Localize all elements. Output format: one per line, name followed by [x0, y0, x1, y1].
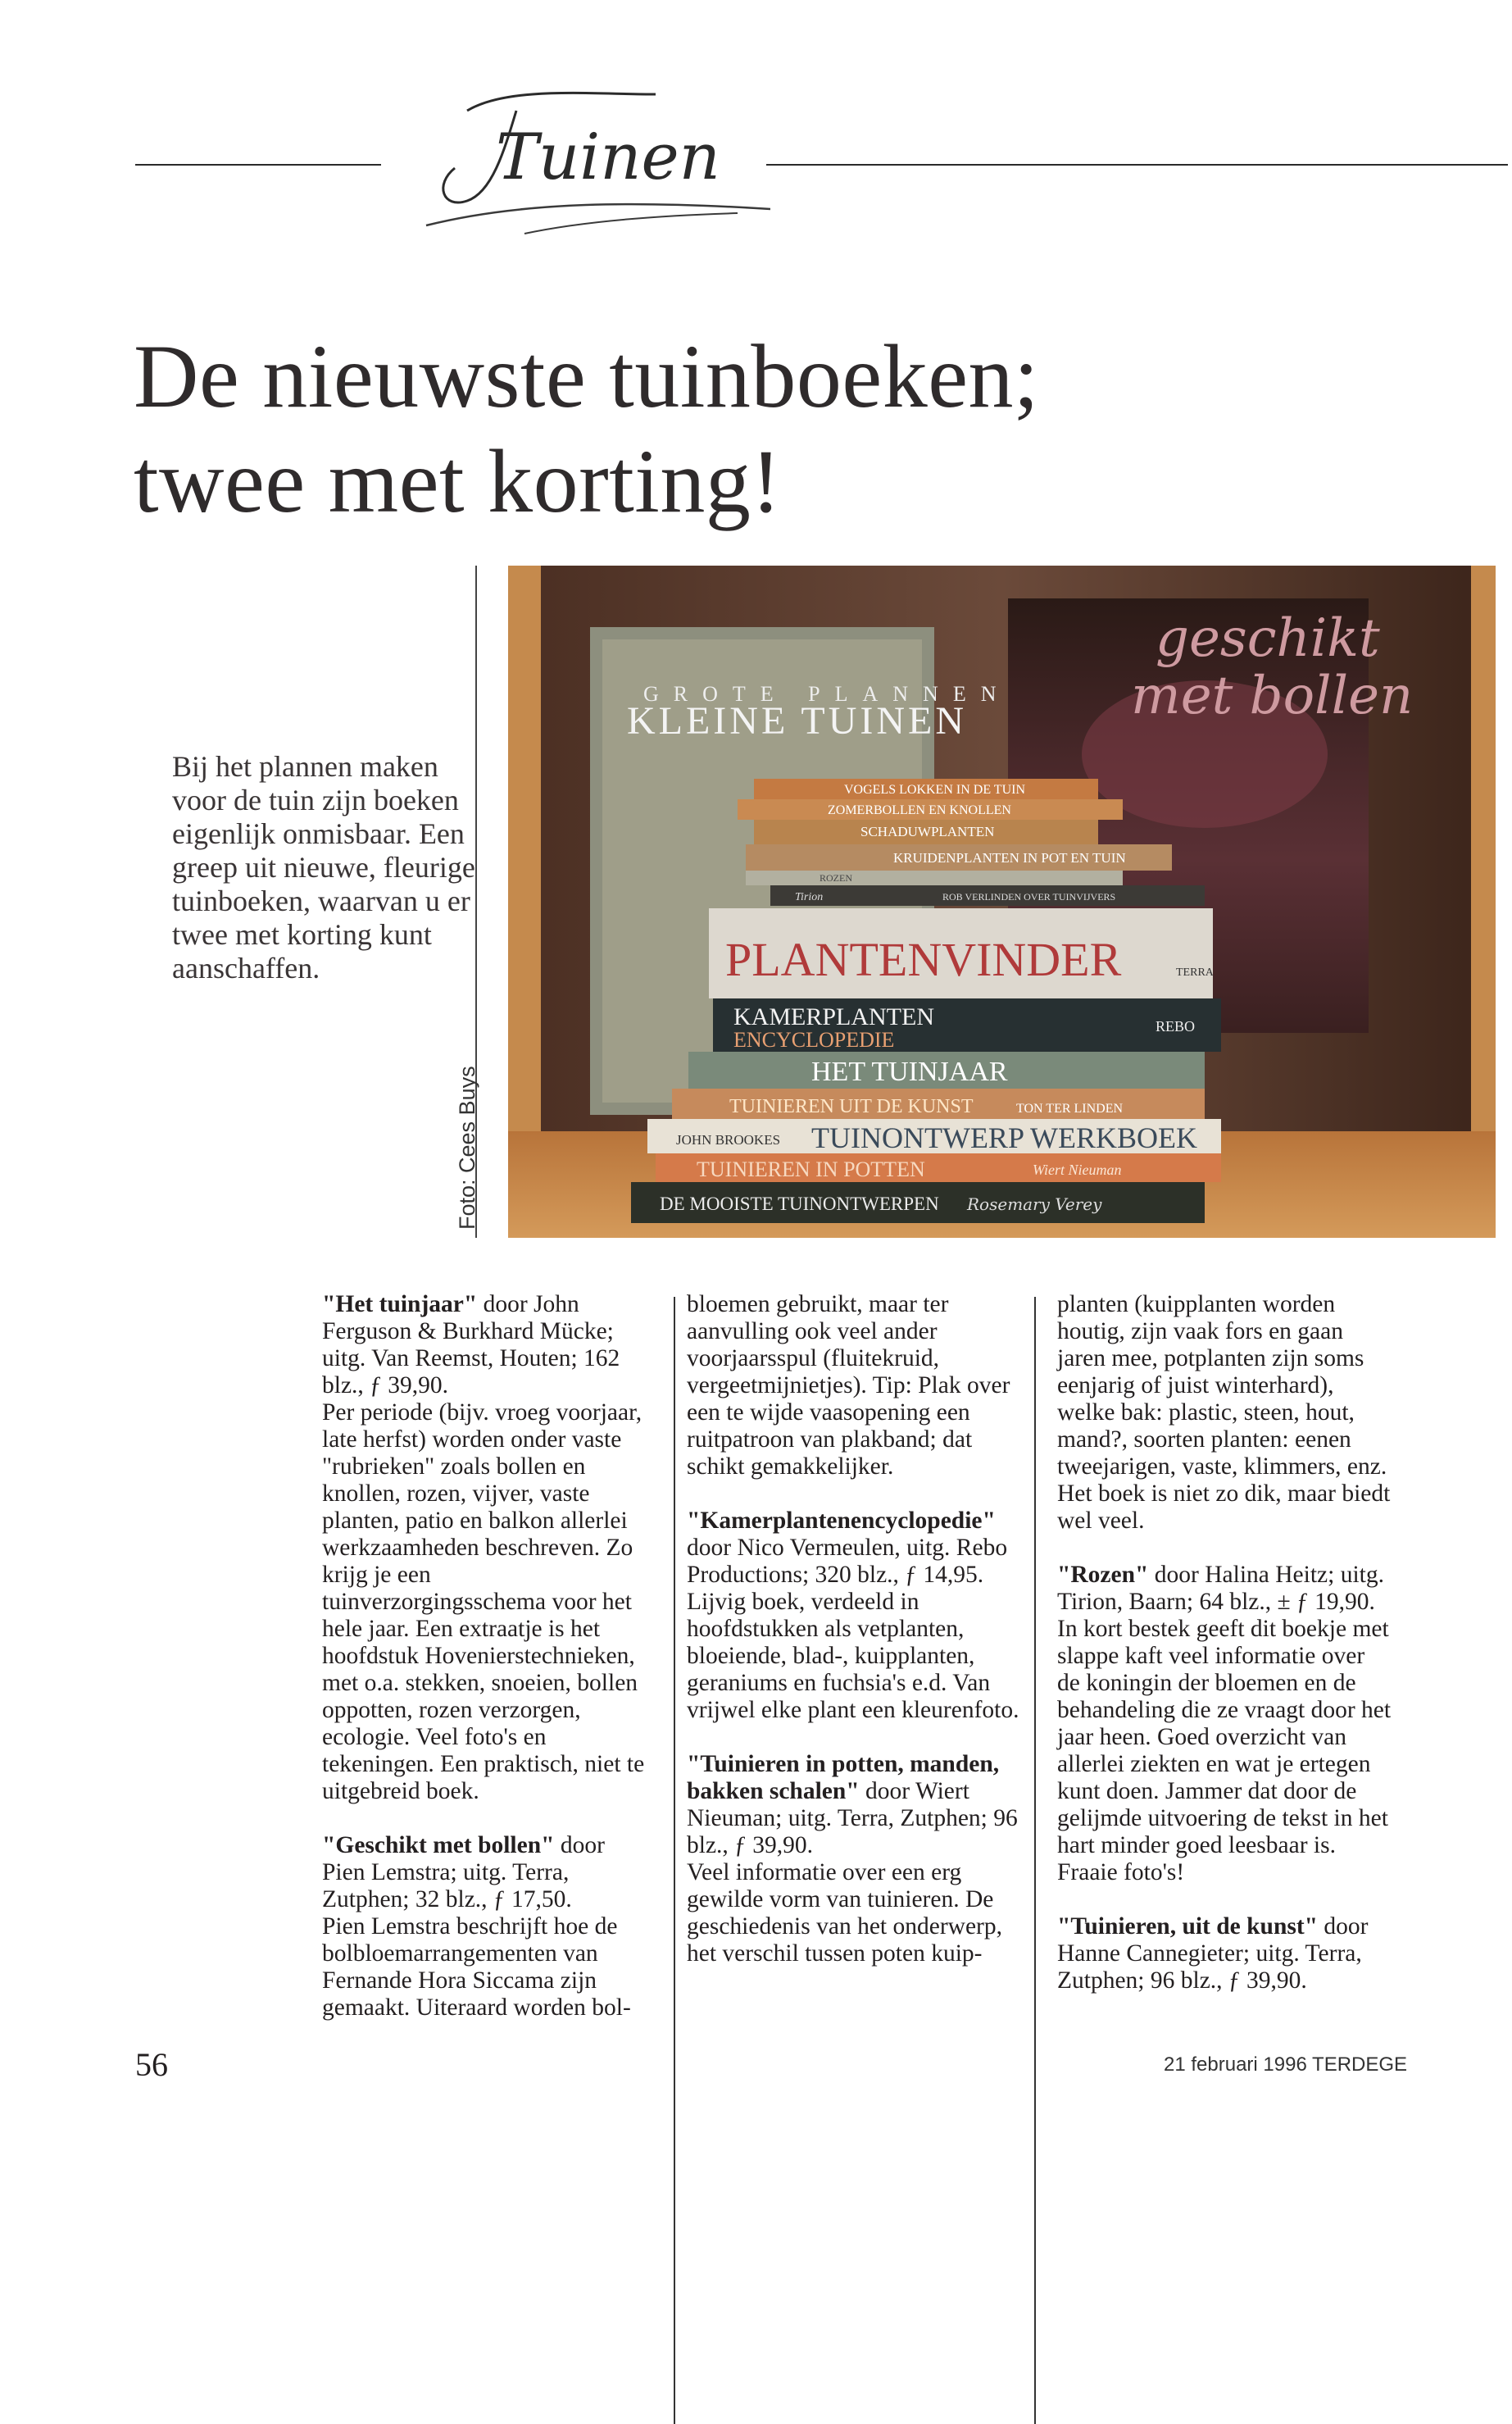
book-brookes: JOHN BROOKES [676, 1132, 781, 1148]
book-potten: TUINIEREN IN POTTEN [697, 1157, 925, 1181]
article-paragraph [687, 1508, 1023, 1589]
book-plantenvinder: PLANTENVINDER [725, 933, 1122, 986]
book-rob: ROB VERLINDEN OVER TUINVIJVERS [942, 891, 1116, 903]
book-grote-planner-1: GROTE PLANNEN [643, 682, 1011, 706]
paragraph-text: Lijvig boek, verdeeld in hoofdstukken als vetplanten, bloeiende, blad-, kuipplanten, geraniums en fuchsia's e.d. Van vrijwel elke plant een kleurenfoto. [687, 1589, 1019, 1723]
book-bollen-2: met bollen [1131, 666, 1414, 726]
footer-date-publication: 21 februari 1996 TERDEGE [1164, 2053, 1408, 2076]
header-rule-left [135, 164, 381, 166]
book-title: "Kamerplantenencyclopedie" [687, 1508, 996, 1534]
paragraph-text: bloemen gebruikt, maar ter aanvulling ook veel ander voorjaarsspul (fluitekruid, vergeetmijnietjes). Tip: Plak over een te wijde vaasopening een ruitpatroon van plakband; dat schikt gemakkelijker. [687, 1291, 1010, 1480]
book-tirion: Tirion [795, 891, 824, 903]
book-ton: TON TER LINDEN [1016, 1102, 1124, 1116]
column-rule-2 [1034, 1297, 1036, 2424]
paragraph-text: Veel informatie over een erg gewilde vorm van tuinieren. De geschiedenis van het onderwerp, het verschil tussen poten kuip- [687, 1859, 1002, 1967]
page-number: 56 [135, 2046, 168, 2083]
article-paragraph [687, 1859, 1023, 1967]
book-zomer: ZOMERBOLLEN EN KNOLLEN [828, 803, 1011, 817]
intro-text: Bij het plannen maken voor de tuin zijn boeken eigenlijk onmisbaar. Een greep uit nieuwe, fleurige tuinboeken, waarvan u er twee met korting kunt aanschaffen. [172, 750, 475, 985]
article-paragraph [687, 1751, 1023, 1859]
book-title: "Tuinieren, uit de kunst" [1057, 1913, 1319, 1940]
book-title: "Geschikt met bollen" [322, 1832, 555, 1858]
book-schaduw: SCHADUWPLANTEN [860, 824, 995, 839]
book-kruiden: KRUIDENPLANTEN IN POT EN TUIN [893, 850, 1126, 866]
article-paragraph [1057, 1291, 1393, 1535]
article-paragraph [322, 1291, 650, 1399]
article-paragraph [1057, 1616, 1393, 1886]
headline-line-1: De nieuwste tuinboeken; [134, 326, 1040, 426]
photo-credit: Foto: Cees Buys [455, 1066, 479, 1230]
article-paragraph [1057, 1562, 1393, 1616]
article-paragraph [687, 1291, 1023, 1480]
article-paragraph [322, 1399, 650, 1805]
article-paragraph [687, 1589, 1023, 1724]
paragraph-text: Per periode (bijv. vroeg voorjaar, late herfst) worden onder vaste "rubrieken" zoals bollen en knollen, rozen, vijver, vaste planten, patio en balkon allerlei werkzaamheden beschreven. Zo krijg je een tuinverzorgingsschema voor het hele jaar. Een extraatje is het hoofdstuk Hovenierstechnieken, met o.a. stekken, snoeien, bollen oppotten, rozen verzorgen, ecologie. Veel foto's en tekeningen. Een praktisch, niet te uitgebreid boek. [322, 1399, 645, 1804]
header-rule-right [766, 164, 1508, 166]
paragraph-text: door Wiert Nieuman; uitg. Terra, Zutphen; 96 blz., ƒ 39,90. [687, 1778, 1018, 1858]
paragraph-text: door Halina Heitz; uitg. Tirion, Baarn; 64 blz., ± ƒ 19,90. [1057, 1562, 1384, 1615]
article-column-2 [687, 1291, 1023, 1967]
section-title: Tuinen [496, 121, 720, 194]
paragraph-text: In kort bestek geeft dit boekje met slappe kaft veel informatie over de koningin der bloemen en de behandeling die ze vraagt door het jaar heen. Goed overzicht van allerlei ziekten en wat je ertegen kunt doen. Jammer dat door de gelijmde uitvoering de tekst in het hart minder goed leesbaar is. Fraaie foto's! [1057, 1616, 1392, 1885]
book-photo [508, 566, 1496, 1238]
book-rosemary: Rosemary Verey [967, 1194, 1102, 1214]
book-photo-illustration [508, 566, 1496, 1238]
book-tuinontwerp: TUINONTWERP WERKBOEK [811, 1121, 1197, 1154]
column-rule-1 [674, 1297, 675, 2424]
paragraph-text: Pien Lemstra beschrijft hoe de bolbloemarrangementen van Fernande Hora Siccama zijn gemaakt. Uiteraard worden bol- [322, 1913, 631, 2021]
paragraph-text: planten (kuipplanten worden houtig, zijn vaak fors en gaan jaren mee, potplanten zijn soms eenjarig of juist winterhard), welke bak: plastic, steen, hout, mand?, soorten planten: eenen tweejarigen, vaste, klimmers, enz. Het boek is niet zo dik, maar biedt wel veel. [1057, 1291, 1391, 1534]
article-column-3 [1057, 1291, 1393, 1994]
book-terra: TERRA [1176, 966, 1214, 979]
book-vogels: VOGELS LOKKEN IN DE TUIN [844, 783, 1026, 797]
book-rozen: ROZEN [820, 872, 852, 884]
paragraph-text: door Nico Vermeulen, uitg. Rebo Productions; 320 blz., ƒ 14,95. [687, 1535, 1008, 1588]
article-paragraph [1057, 1913, 1393, 1994]
book-title: "Het tuinjaar" [322, 1291, 478, 1317]
headline [134, 324, 1199, 534]
section-logo [393, 78, 770, 262]
book-mooiste: DE MOOISTE TUINONTWERPEN [660, 1194, 939, 1214]
article-paragraph [322, 1913, 650, 2022]
paragraph-text: door John Ferguson & Burkhard Mücke; uitg. Van Reemst, Houten; 162 blz., ƒ 39,90. [322, 1291, 620, 1398]
book-wiert: Wiert Nieuman [1033, 1162, 1122, 1178]
book-title: "Tuinieren in potten, manden, bakken schalen" [687, 1751, 1000, 1804]
book-tuinjaar: HET TUINJAAR [811, 1057, 1008, 1087]
book-kamer-1: KAMERPLANTEN [733, 1003, 934, 1030]
book-grote-planner-2: KLEINE TUINEN [627, 699, 968, 743]
book-kunst: TUINIEREN UIT DE KUNST [729, 1096, 974, 1117]
headline-line-2: twee met korting! [134, 431, 782, 531]
book-bollen-1: geschikt [1156, 608, 1380, 669]
article-column-1 [322, 1291, 650, 2022]
book-kamer-2: ENCYCLOPEDIE [733, 1028, 895, 1052]
book-title: "Rozen" [1057, 1562, 1149, 1588]
book-rebo: REBO [1156, 1018, 1196, 1035]
paragraph-text: door Hanne Cannegieter; uitg. Terra, Zutphen; 96 blz., ƒ 39,90. [1057, 1913, 1369, 1994]
article-paragraph [322, 1832, 650, 1913]
paragraph-text: door Pien Lemstra; uitg. Terra, Zutphen; 32 blz., ƒ 17,50. [322, 1832, 605, 1912]
